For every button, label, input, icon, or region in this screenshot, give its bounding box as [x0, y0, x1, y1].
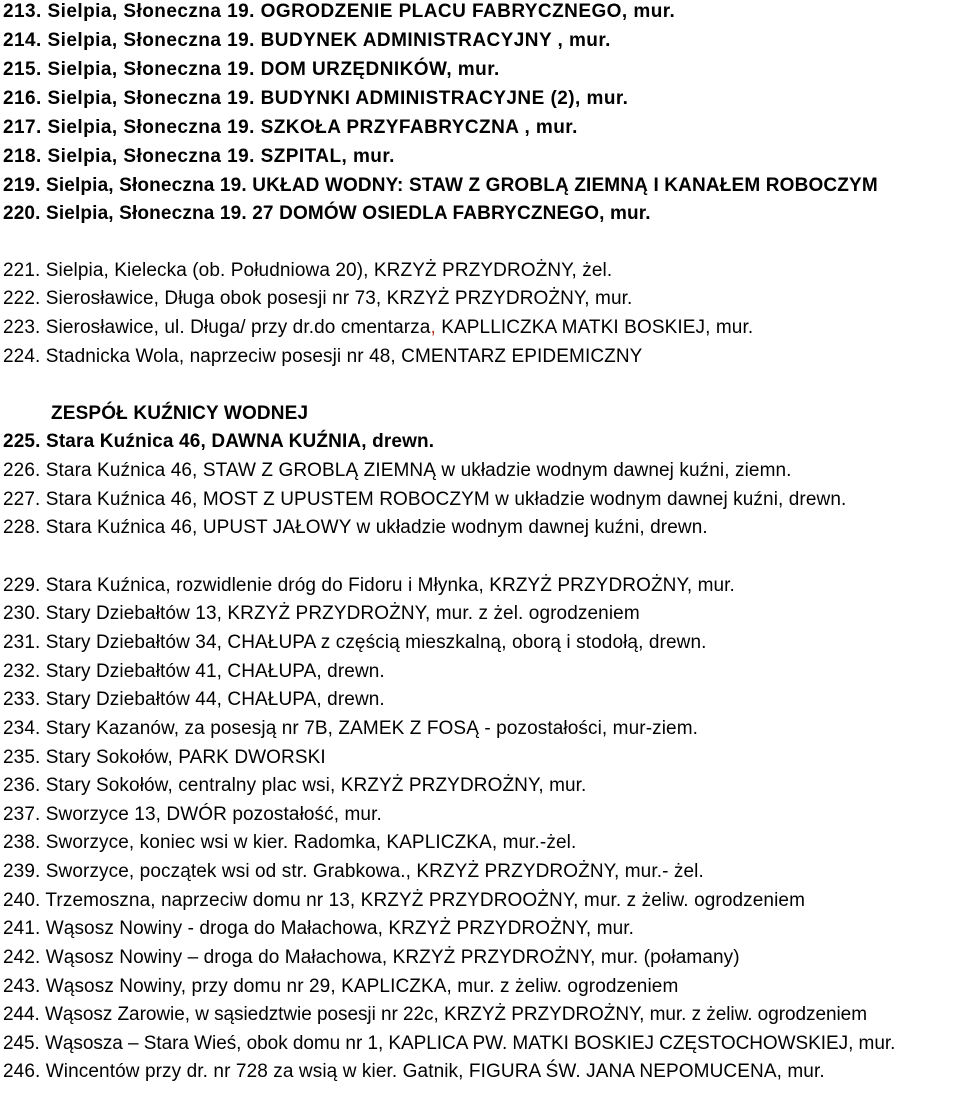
entry-238: 238. Sworzyce, koniec wsi w kier. Radomka, KAPLICZKA, mur.-żel. — [3, 832, 577, 853]
section-heading: ZESPÓŁ KUŹNICY WODNEJ — [51, 403, 309, 424]
entry-221: 221. Sielpia, Kielecka (ob. Południowa 20), KRZYŻ PRZYDROŻNY, żel. — [3, 260, 613, 281]
entry-224: 224. Stadnicka Wola, naprzeciw posesji nr 48, CMENTARZ EPIDEMICZNY — [3, 346, 643, 367]
entry-222: 222. Sierosławice, Długa obok posesji nr 73, KRZYŻ PRZYDROŻNY, mur. — [3, 288, 633, 309]
entry-242: 242. Wąsosz Nowiny – droga do Małachowa, KRZYŻ PRZYDROŻNY, mur. (połamany) — [3, 947, 740, 968]
entry-215: 215. Sielpia, Słoneczna 19. DOM URZĘDNIKÓW, mur. — [3, 59, 500, 80]
entry-217: 217. Sielpia, Słoneczna 19. SZKOŁA PRZYFABRYCZNA , mur. — [3, 117, 578, 138]
entry-235: 235. Stary Sokołów, PARK DWORSKI — [3, 747, 326, 768]
entry-228: 228. Stara Kuźnica 46, UPUST JAŁOWY w układzie wodnym dawnej kuźni, drewn. — [3, 517, 708, 538]
entry-225: 225. Stara Kuźnica 46, DAWNA KUŹNIA, drewn. — [3, 431, 435, 452]
entry-245: 245. Wąsosza – Stara Wieś, obok domu nr 1, KAPLICA PW. MATKI BOSKIEJ CZĘSTOCHOWSKIEJ, mur. — [3, 1033, 896, 1054]
entry-213: 213. Sielpia, Słoneczna 19. OGRODZENIE PLACU FABRYCZNEGO, mur. — [3, 1, 676, 22]
entry-218: 218. Sielpia, Słoneczna 19. SZPITAL, mur. — [3, 146, 395, 167]
entry-229: 229. Stara Kuźnica, rozwidlenie dróg do Fidoru i Młynka, KRZYŻ PRZYDROŻNY, mur. — [3, 575, 735, 596]
entry-246: 246. Wincentów przy dr. nr 728 za wsią w kier. Gatnik, FIGURA ŚW. JANA NEPOMUCENA, mur. — [3, 1061, 825, 1082]
entry-237: 237. Sworzyce 13, DWÓR pozostałość, mur. — [3, 804, 382, 825]
entry-232: 232. Stary Dziebałtów 41, CHAŁUPA, drewn. — [3, 661, 385, 682]
entry-214: 214. Sielpia, Słoneczna 19. BUDYNEK ADMINISTRACYJNY , mur. — [3, 30, 611, 51]
entry-223-red-comma: , — [430, 317, 436, 338]
entry-223 — [3, 316, 753, 340]
entry-241: 241. Wąsosz Nowiny - droga do Małachowa, KRZYŻ PRZYDROŻNY, mur. — [3, 918, 635, 939]
entry-226: 226. Stara Kuźnica 46, STAW Z GROBLĄ ZIEMNĄ w układzie wodnym dawnej kuźni, ziemn. — [3, 460, 792, 481]
entry-227: 227. Stara Kuźnica 46, MOST Z UPUSTEM ROBOCZYM w układzie wodnym dawnej kuźni, drewn. — [3, 489, 847, 510]
entry-223-part-a: 223. Sierosławice, ul. Długa/ przy dr.do cmentarza — [3, 317, 431, 338]
entry-219: 219. Sielpia, Słoneczna 19. UKŁAD WODNY: STAW Z GROBLĄ ZIEMNĄ I KANAŁEM ROBOCZYM — [3, 175, 878, 196]
entry-216: 216. Sielpia, Słoneczna 19. BUDYNKI ADMINISTRACYJNE (2), mur. — [3, 88, 629, 109]
entry-233: 233. Stary Dziebałtów 44, CHAŁUPA, drewn. — [3, 689, 385, 710]
entry-223-part-c: KAPLLICZKA MATKI BOSKIEJ, mur. — [435, 317, 754, 338]
entry-236: 236. Stary Sokołów, centralny plac wsi, KRZYŻ PRZYDROŻNY, mur. — [3, 775, 587, 796]
entry-231: 231. Stary Dziebałtów 34, CHAŁUPA z częścią mieszkalną, oborą i stodołą, drewn. — [3, 632, 707, 653]
entry-244: 244. Wąsosz Zarowie, w sąsiedztwie posesji nr 22c, KRZYŻ PRZYDROŻNY, mur. z żeliw. ogrodzeniem — [3, 1004, 867, 1025]
entry-230: 230. Stary Dziebałtów 13, KRZYŻ PRZYDROŻNY, mur. z żel. ogrodzeniem — [3, 603, 640, 624]
entry-239: 239. Sworzyce, początek wsi od str. Grabkowa., KRZYŻ PRZYDROŻNY, mur.- żel. — [3, 861, 704, 882]
entry-220: 220. Sielpia, Słoneczna 19. 27 DOMÓW OSIEDLA FABRYCZNEGO, mur. — [3, 203, 651, 224]
entry-243: 243. Wąsosz Nowiny, przy domu nr 29, KAPLICZKA, mur. z żeliw. ogrodzeniem — [3, 976, 679, 997]
entry-240: 240. Trzemoszna, naprzeciw domu nr 13, KRZYŻ PRZYDROOŻNY, mur. z żeliw. ogrodzeniem — [3, 890, 806, 911]
entry-234: 234. Stary Kazanów, za posesją nr 7B, ZAMEK Z FOSĄ - pozostałości, mur-ziem. — [3, 718, 699, 739]
